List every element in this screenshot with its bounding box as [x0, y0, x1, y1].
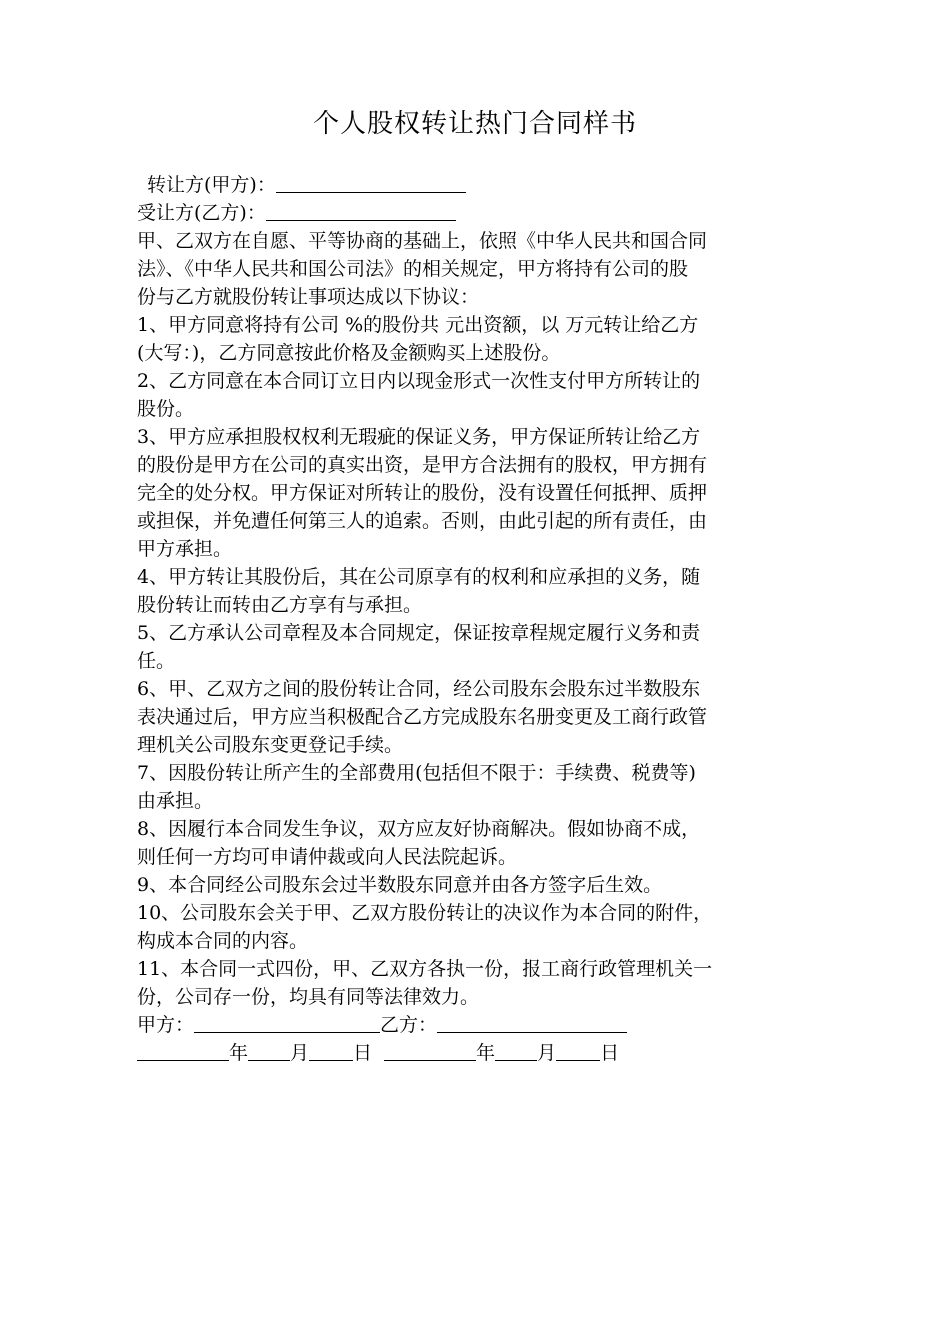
clause-7-line: 由承担。 [137, 790, 214, 812]
clause-10-line: 构成本合同的内容。 [137, 930, 309, 952]
party-a-year-label: 年 [229, 1042, 249, 1064]
clause-4-line: 4、甲方转让其股份后，其在公司原享有的权利和应承担的义务，随 [137, 566, 701, 588]
party-b-day-blank [556, 1040, 600, 1061]
clause-2-line: 2、乙方同意在本合同订立日内以现金形式一次性支付甲方所转让的 [137, 370, 701, 392]
clause-5-line: 任。 [137, 650, 176, 672]
transferor-line [137, 171, 817, 199]
date-line [137, 1039, 817, 1067]
party-a-month-label: 月 [290, 1042, 310, 1064]
clause-5-line: 5、乙方承认公司章程及本合同规定，保证按章程规定履行义务和责 [137, 622, 701, 644]
signature-line [137, 1011, 817, 1039]
party-b-blank [437, 1012, 627, 1033]
clause-8-line: 8、因履行本合同发生争议，双方应友好协商解决。假如协商不成， [137, 818, 701, 840]
party-b-day-label: 日 [600, 1042, 620, 1064]
party-a-year-blank [137, 1040, 229, 1061]
clause-11-line: 份，公司存一份，均具有同等法律效力。 [137, 986, 480, 1008]
party-b-year-blank [384, 1040, 476, 1061]
party-b-label: 乙方： [380, 1014, 438, 1036]
party-a-label: 甲方： [137, 1014, 195, 1036]
transferor-label: 转让方(甲方)： [147, 174, 276, 196]
clause-3-line: 完全的处分权。甲方保证对所转让的股份，没有设置任何抵押、质押 [137, 482, 708, 504]
transferee-label: 受让方(乙方)： [137, 202, 266, 224]
clause-6-line: 表决通过后，甲方应当积极配合乙方完成股东名册变更及工商行政管 [137, 706, 708, 728]
party-b-year-label: 年 [476, 1042, 496, 1064]
clause-11-line: 11、本合同一式四份，甲、乙双方各执一份，报工商行政管理机关一 [137, 958, 713, 980]
party-b-month-label: 月 [537, 1042, 557, 1064]
clause-10-line: 10、公司股东会关于甲、乙双方股份转让的决议作为本合同的附件， [137, 902, 713, 924]
clause-3-line: 甲方承担。 [137, 538, 233, 560]
clause-7-line: 7、因股份转让所产生的全部费用(包括但不限于：手续费、税费等) [137, 762, 696, 784]
clause-6-line: 6、甲、乙双方之间的股份转让合同，经公司股东会股东过半数股东 [137, 678, 701, 700]
body-line: 法》、《中华人民共和国公司法》的相关规定，甲方将持有公司的股 [137, 258, 689, 280]
party-a-blank [194, 1012, 380, 1033]
document-title: 个人股权转让热门合同样书 [312, 109, 637, 139]
clause-2-line: 股份。 [137, 398, 195, 420]
clause-3-line: 或担保，并免遭任何第三人的追索。否则，由此引起的所有责任，由 [137, 510, 708, 532]
document-body [137, 171, 817, 1067]
transferee-line [137, 199, 817, 227]
party-a-day-label: 日 [353, 1042, 373, 1064]
clause-1-line: 1、甲方同意将持有公司 %的股份共 元出资额，以 万元转让给乙方 [137, 314, 699, 336]
transferor-blank [276, 172, 466, 193]
party-a-day-blank [309, 1040, 353, 1061]
clause-6-line: 理机关公司股东变更登记手续。 [137, 734, 404, 756]
body-line: 甲、乙双方在自愿、平等协商的基础上，依照《中华人民共和国合同 [137, 230, 708, 252]
body-line: 份与乙方就股份转让事项达成以下协议： [137, 286, 480, 308]
clause-9-line: 9、本合同经公司股东会过半数股东同意并由各方签字后生效。 [137, 874, 663, 896]
clause-3-line: 的股份是甲方在公司的真实出资，是甲方合法拥有的股权，甲方拥有 [137, 454, 708, 476]
transferee-blank [266, 200, 456, 221]
clause-3-line: 3、甲方应承担股权权利无瑕疵的保证义务，甲方保证所转让给乙方 [137, 426, 701, 448]
clause-4-line: 股份转让而转由乙方享有与承担。 [137, 594, 423, 616]
party-a-month-blank [248, 1040, 290, 1061]
party-b-month-blank [495, 1040, 537, 1061]
clause-8-line: 则任何一方均可申请仲裁或向人民法院起诉。 [137, 846, 518, 868]
clause-1-line: (大写：)，乙方同意按此价格及金额购买上述股份。 [137, 342, 561, 364]
